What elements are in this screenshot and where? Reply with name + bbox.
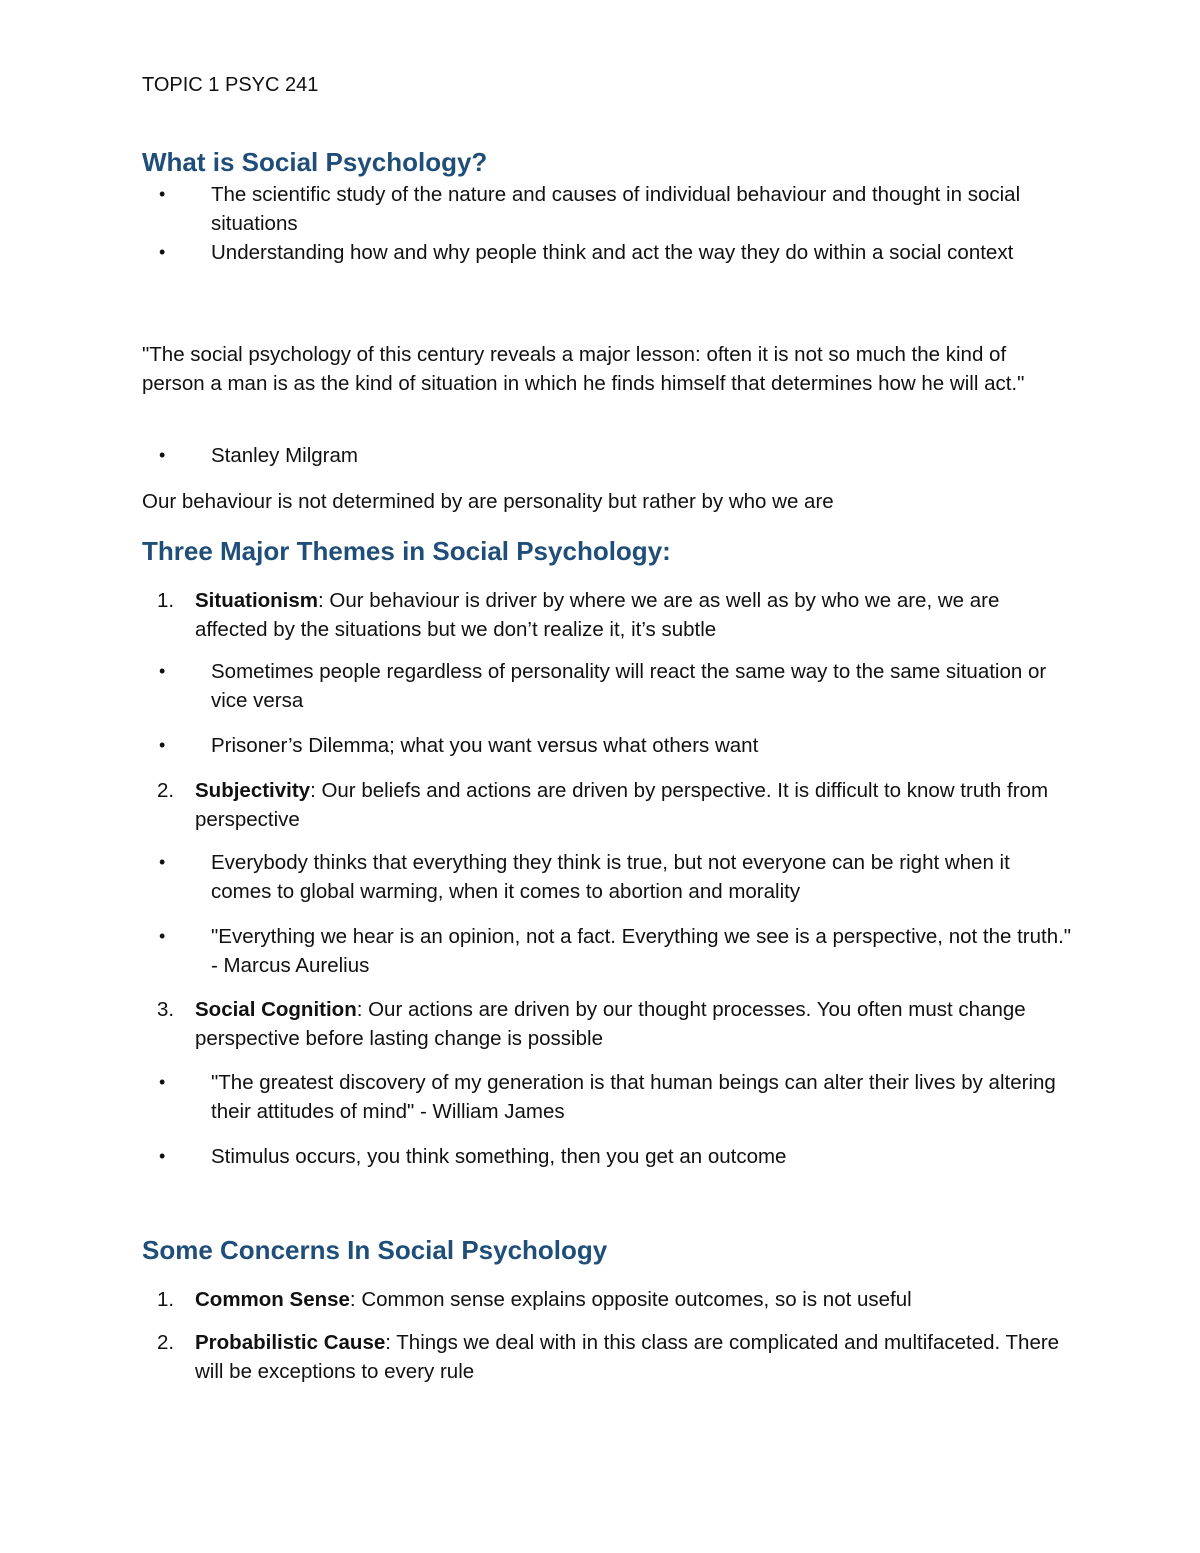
item-term: Social Cognition	[195, 998, 357, 1021]
item-number: 3.	[157, 998, 175, 1021]
item-term: Situationism	[195, 589, 319, 612]
bullet-icon: •	[159, 926, 166, 946]
quote-author: Stanley Milgram	[211, 444, 358, 467]
paragraph-note: Our behaviour is not determined by are personality but rather by who we are	[142, 490, 834, 513]
bullet-icon: •	[159, 661, 166, 681]
bullet-icon: •	[159, 184, 166, 204]
bullet-icon: •	[159, 1146, 166, 1166]
milgram-quote: "The social psychology of this century reveals a major lesson: often it is not so much the kind of person a man is as the kind of situation in which he finds himself that determines how he will act."	[142, 343, 1025, 395]
item-description: : Our actions are driven by our thought processes. You often must change perspective before lasting change is possible	[195, 998, 1026, 1050]
bullet-icon: •	[159, 1072, 166, 1092]
numbered-item	[157, 995, 1075, 1053]
bullet-item	[159, 731, 1075, 760]
bullet-text: "The greatest discovery of my generation is that human beings can alter their lives by altering their attitudes of mind" - William James	[211, 1071, 1056, 1123]
bullet-text: Prisoner’s Dilemma; what you want versus what others want	[211, 734, 759, 757]
item-description: : Common sense explains opposite outcomes, so is not useful	[349, 1288, 912, 1311]
page-header: TOPIC 1 PSYC 241	[142, 74, 319, 96]
bullet-icon: •	[159, 852, 166, 872]
bullet-text: Understanding how and why people think and act the way they do within a social context	[211, 241, 1014, 264]
heading-what-is-social-psychology: What is Social Psychology?	[142, 147, 488, 177]
numbered-item	[157, 586, 1075, 644]
item-description: : Things we deal with in this class are complicated and multifaceted. There will be exceptions to every rule	[195, 1331, 1060, 1383]
item-term: Probabilistic Cause	[195, 1331, 386, 1354]
item-term: Common Sense	[195, 1288, 350, 1311]
bullet-item	[159, 922, 1075, 980]
item-term: Subjectivity	[195, 779, 311, 802]
bullet-icon: •	[159, 242, 166, 262]
bullet-item	[159, 657, 1075, 715]
bullet-item	[159, 848, 1075, 906]
bullet-item	[159, 180, 1075, 238]
item-text	[195, 586, 1075, 644]
bullet-item	[159, 441, 1075, 470]
item-number: 1.	[157, 589, 175, 612]
heading-some-concerns: Some Concerns In Social Psychology	[142, 1235, 608, 1265]
item-number: 1.	[157, 1288, 175, 1311]
numbered-item	[157, 1328, 1075, 1386]
item-text	[195, 995, 1075, 1053]
bullet-text: Everybody thinks that everything they think is true, but not everyone can be right when it comes to global warming, when it comes to abortion and morality	[211, 851, 1010, 903]
bullet-text: "Everything we hear is an opinion, not a fact. Everything we see is a perspective, not the truth." - Marcus Aurelius	[211, 925, 1072, 977]
item-description: : Our beliefs and actions are driven by perspective. It is difficult to know truth from perspective	[195, 779, 1049, 831]
bullet-text: The scientific study of the nature and causes of individual behaviour and thought in social situations	[211, 183, 1021, 235]
bullet-icon: •	[159, 735, 166, 755]
bullet-item	[159, 238, 1075, 267]
item-number: 2.	[157, 779, 175, 802]
bullet-text: Sometimes people regardless of personality will react the same way to the same situation or vice versa	[211, 660, 1047, 712]
heading-three-major-themes: Three Major Themes in Social Psychology:	[142, 536, 671, 566]
item-text	[195, 1285, 1075, 1314]
numbered-item	[157, 776, 1075, 834]
item-text	[195, 776, 1075, 834]
item-text	[195, 1328, 1075, 1386]
bullet-icon: •	[159, 445, 166, 465]
item-number: 2.	[157, 1331, 175, 1354]
bullet-text: Stimulus occurs, you think something, then you get an outcome	[211, 1145, 787, 1168]
bullet-item	[159, 1068, 1075, 1126]
numbered-item	[157, 1285, 1075, 1314]
bullet-item	[159, 1142, 1075, 1171]
item-description: : Our behaviour is driver by where we are as well as by who we are, we are affected by the situations but we don’t realize it, it’s subtle	[195, 589, 1000, 641]
